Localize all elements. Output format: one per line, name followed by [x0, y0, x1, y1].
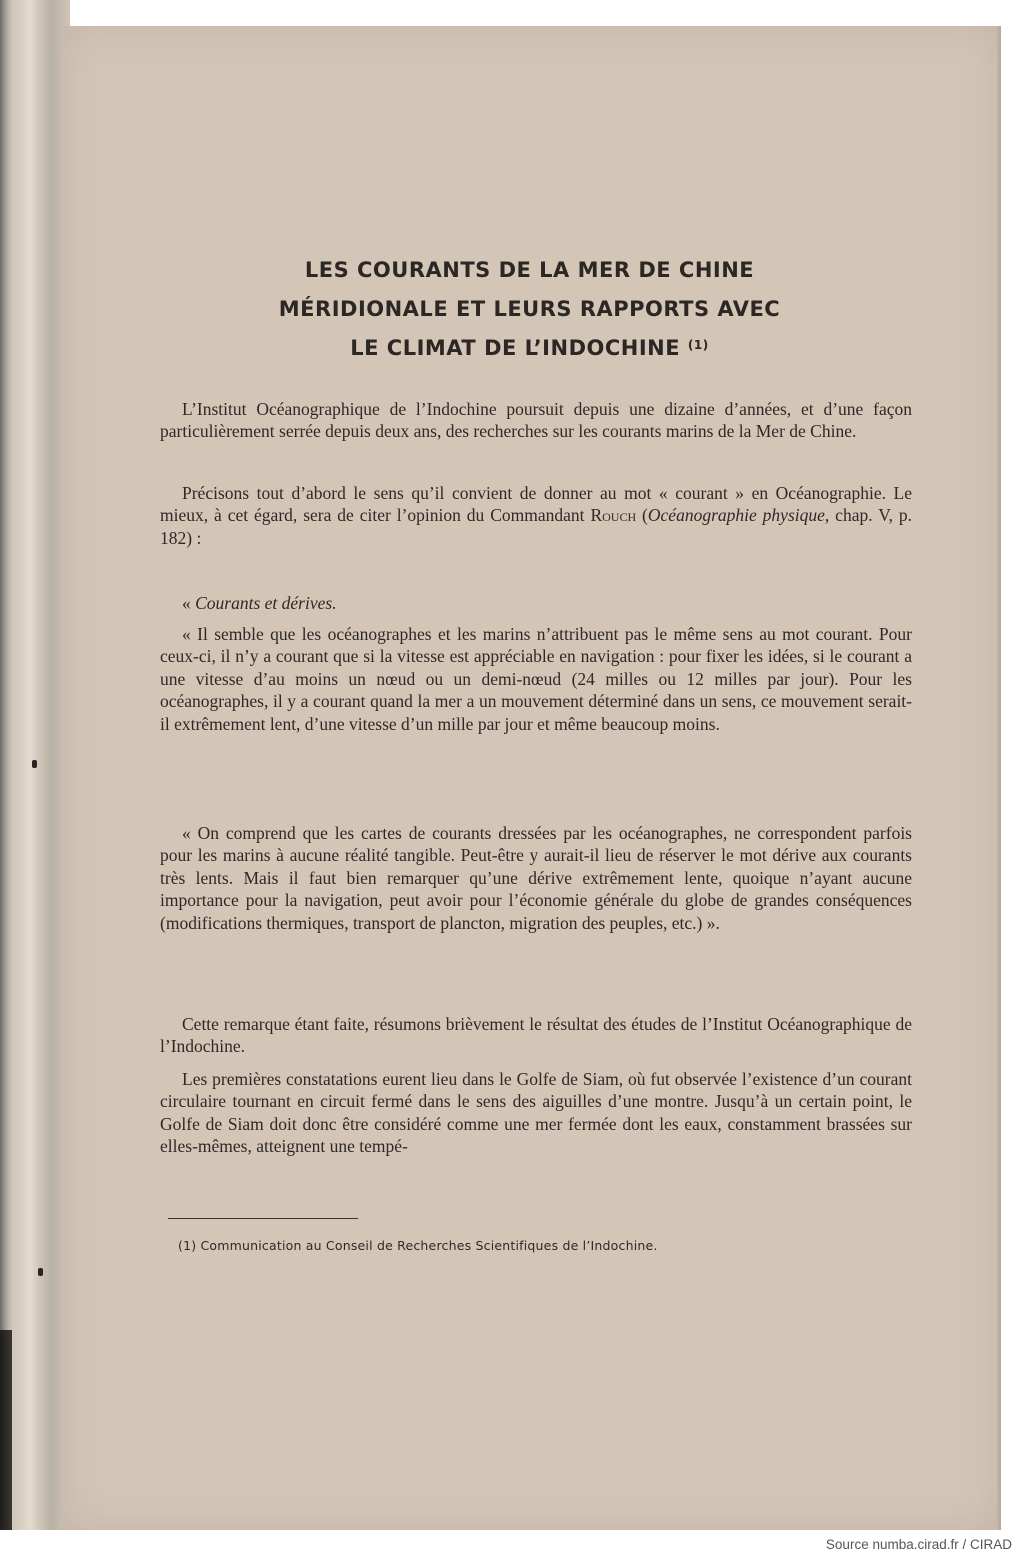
- paragraph-gulf-of-siam: Les premières constatations eurent lieu dans le Golfe de Siam, où fut observée l’existence d’un courant circulaire tournant en circuit fermé dans le sens des aiguilles d’une montre. Jusqu’à un certain point, le Golfe de Siam doit donc être considéré comme une mer fermée dont les eaux, constamment brassées sur elles-mêmes, atteignent une tempé-: [160, 1069, 912, 1157]
- binding-spine: [0, 1330, 12, 1530]
- footnote-reference: (1): [687, 338, 709, 352]
- footnote-divider: [168, 1218, 358, 1219]
- paragraph-intro: L’Institut Océanographique de l’Indochine poursuit depuis une dizaine d’années, et d’une façon particulièrement serrée depuis deux ans, des recherches sur les courants marins de la Mer de Chine.: [160, 399, 912, 442]
- quote-paragraph-1: « Il semble que les océanographes et les marins n’attribuent pas le même sens au mot courant. Pour ceux-ci, il n’y a courant que si la vitesse est appréciable en navigation : pour fixer les idées, si le courant a une vitesse d’au moins un nœud ou un demi-nœud (24 milles ou 12 milles par jour). Pour les océanographes, il y a courant quand la mer a un mouvement déterminé dans un sens, ce mouvement serait-il extrêmement lent, d’une vitesse d’un mille par jour et même beaucoup moins.: [160, 624, 912, 734]
- quote-heading: « Courants et dérives.: [182, 593, 337, 613]
- paragraph-summary: Cette remarque étant faite, résumons brièvement le résultat des études de l’Institut Océanographique de l’Indochine.: [160, 1014, 912, 1057]
- binding-mark: [32, 760, 37, 768]
- author-name: Rouch: [590, 505, 637, 526]
- article-title-line-3: LE CLIMAT DE L’INDOCHINE $^{(1)}$: [350, 336, 709, 360]
- book-title: Océanographie physique: [647, 505, 825, 526]
- binding-mark: [38, 1268, 43, 1276]
- article-title-line-2: MÉRIDIONALE ET LEURS RAPPORTS AVEC: [278, 297, 781, 321]
- document-page: [62, 26, 997, 1530]
- paragraph-definition: Précisons tout d’abord le sens qu’il convient de donner au mot « courant » en Océanographie. Le mieux, à cet égard, sera de citer l’opinion du Commandant Rouch (Océanographie physique, chap. V, p. 182) :: [160, 483, 912, 548]
- quote-paragraph-2: « On comprend que les cartes de courants dressées par les océanographes, ne correspondent parfois pour les marins à aucune réalité tangible. Peut-être y aurait-il lieu de réserver le mot dérive aux courants très lents. Mais il faut bien remarquer qu’une dérive extrêmement lente, quoique n’ayant aucune importance pour la navigation, peut avoir pour l’économie générale du globe de grandes conséquences (modifications thermiques, transport de plancton, migration des peuples, etc.) ».: [160, 823, 912, 933]
- article-title-line-1: LES COURANTS DE LA MER DE CHINE: [304, 258, 755, 282]
- footnote: (1) Communication au Conseil de Recherches Scientifiques de l’Indochine.: [178, 1238, 658, 1253]
- source-credit: Source numba.cirad.fr / CIRAD: [825, 1537, 1012, 1552]
